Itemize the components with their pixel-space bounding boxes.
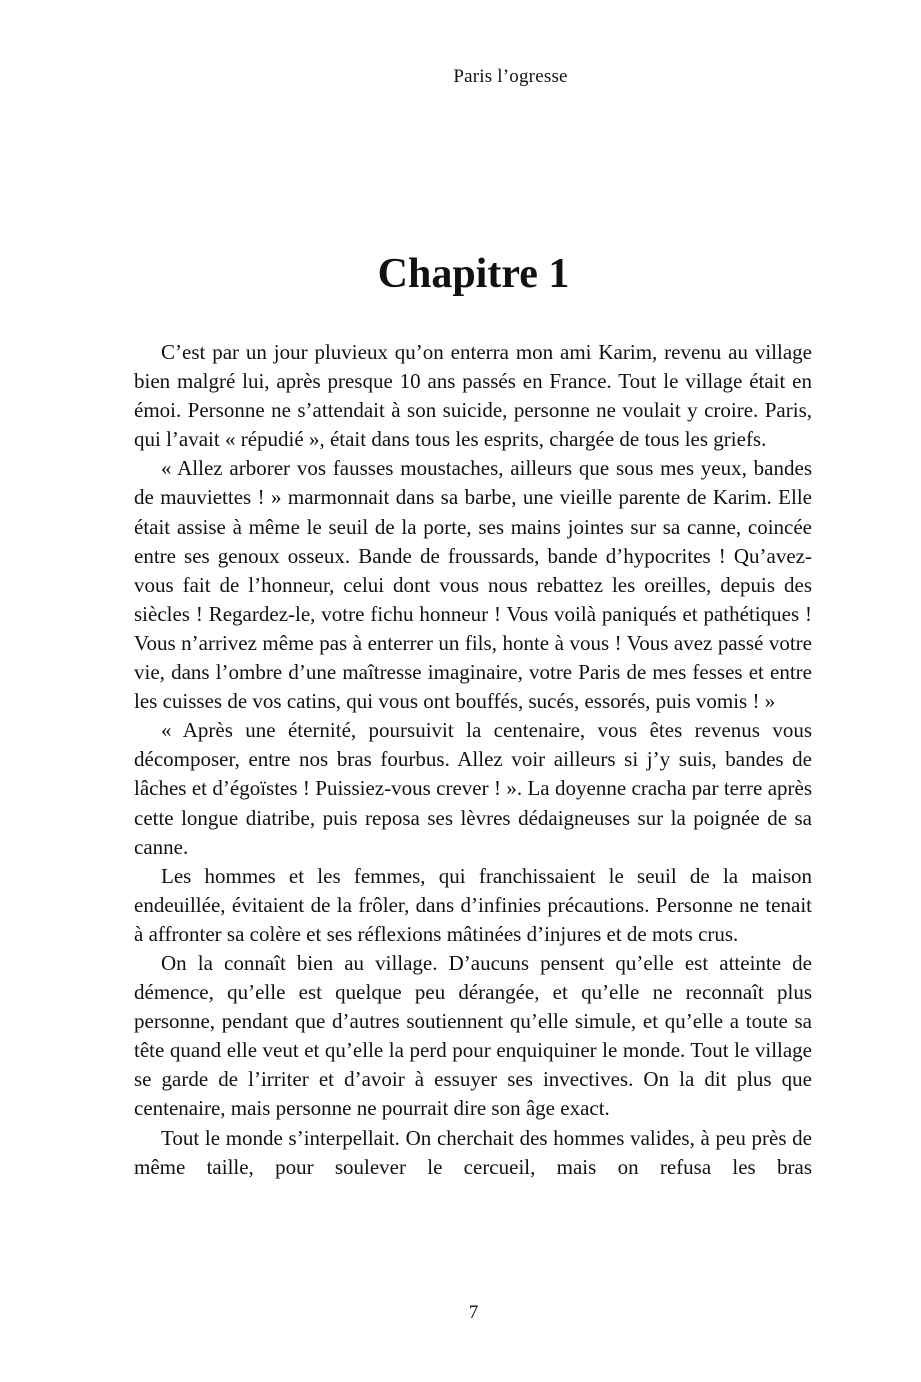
paragraph: « Allez arborer vos fausses moustaches, ailleurs que sous mes yeux, bandes de mauviettes ! » marmonnait dans sa barbe, une vieille parente de Karim. Elle était assise à même le seuil de la porte, ses mains jointes sur sa canne, coincée entre ses genoux osseux. Bande de froussards, bande d’hypocrites ! Qu’avez-vous fait de l’honneur, celui dont vous nous rebattez les oreilles, depuis des siècles ! Regardez-le, votre fichu honneur ! Vous voilà paniqués et pathétiques ! Vous n’arrivez même pas à enterrer un fils, honte à vous ! Vous avez passé votre vie, dans l’ombre d’une maîtresse imaginaire, votre Paris de mes fesses et entre les cuisses de vos catins, qui vous ont bouffés, sucés, essorés, puis vomis ! » xyxy=(134,456,812,714)
paragraph: C’est par un jour pluvieux qu’on enterra mon ami Karim, revenu au village bien malgré lui, après presque 10 ans passés en France. Tout le village était en émoi. Personne ne s’attendait à son suicide, personne ne voulait y croire. Paris, qui l’avait « répudié », était dans tous les esprits, chargée de tous les griefs. xyxy=(134,340,812,452)
paragraph: On la connaît bien au village. D’aucuns pensent qu’elle est atteinte de démence, qu’elle est quelque peu dérangée, et qu’elle ne reconnaît plus personne, pendant que d’autres soutiennent qu’elle simule, et qu’elle a toute sa tête quand elle veut et qu’elle la perd pour enquiquiner le monde. Tout le village se garde de l’irriter et d’avoir à essuyer ses invectives. On la dit plus que centenaire, mais personne ne pourrait dire son âge exact. xyxy=(134,950,812,1121)
paragraph: Tout le monde s’interpellait. On cherchait des hommes valides, à peu près de même taille, pour soulever le cercueil, mais on refusa les bras xyxy=(134,1125,812,1179)
paragraph: « Après une éternité, poursuivit la centenaire, vous êtes revenus vous décomposer, entre nos bras fourbus. Allez voir ailleurs si j’y suis, bandes de lâches et d’égoïstes ! Puissiez-vous crever ! ». La doyenne cracha par terre après cette longue diatribe, puis reposa ses lèvres dédaigneuses sur la poignée de sa canne. xyxy=(134,718,812,859)
body-text xyxy=(134,338,812,1182)
page-number: 7 xyxy=(468,1302,479,1323)
chapter-title: Chapitre 1 xyxy=(377,251,570,297)
running-header: Paris l’ogresse xyxy=(453,66,568,87)
paragraph: Les hommes et les femmes, qui franchissaient le seuil de la maison endeuillée, évitaient de la frôler, dans d’infinies précautions. Personne ne tenait à affronter sa colère et ses réflexions mâtinées d’injures et de mots crus. xyxy=(134,863,812,946)
